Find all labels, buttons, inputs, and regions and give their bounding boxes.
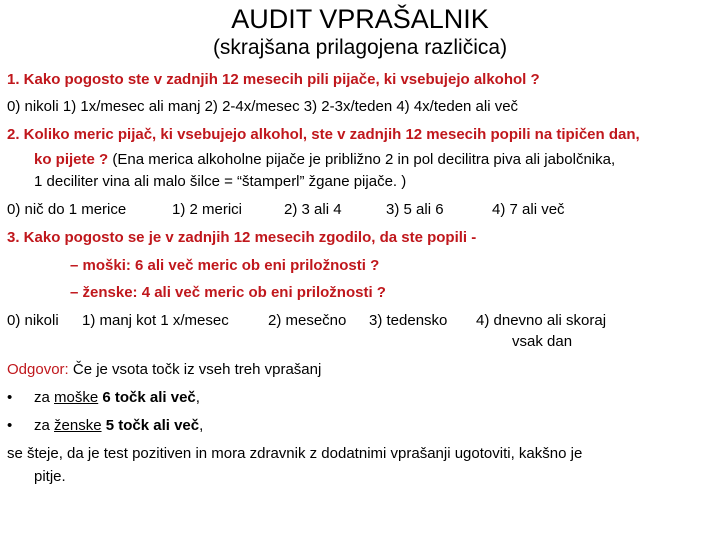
answer-intro-text: Če je vsota točk iz vseh treh vprašanj [68,361,322,378]
q2-option-3: 3) 5 ali 6 [386,201,444,218]
q3-option-2: 2) mesečno [268,312,347,329]
answer-conclusion-line-1: se šteje, da je test pozitiven in mora zdravnik z dodatnimi vprašanji ugotoviti, kakšno je [7,445,583,462]
question-2-line-1: 2. Koliko meric pijač, ki vsebujejo alkohol, ste v zadnjih 12 mesecih popili na tipičen dan, [7,126,640,143]
answer-conclusion-line-2: pitje. [34,468,66,485]
q2-option-4: 4) 7 ali več [492,201,565,218]
question-3-women: – ženske: 4 ali več meric ob eni priložnosti ? [70,284,386,301]
page-title: AUDIT VPRAŠALNIK [231,4,489,34]
men-threshold: 6 točk ali več [98,389,196,406]
answer-men [34,388,200,407]
bullet-men: • [7,389,13,406]
question-1-answers: 0) nikoli 1) 1x/mesec ali manj 2) 2-4x/mesec 3) 2-3x/teden 4) 4x/teden ali več [7,98,519,115]
men-prefix: za [34,389,55,406]
q3-option-1: 1) manj kot 1 x/mesec [82,312,229,329]
question-3: 3. Kako pogosto se je v zadnjih 12 mesecih zgodilo, da ste popili - [7,229,477,246]
men-suffix: , [195,389,200,406]
men-group: moške [54,389,99,406]
question-1: 1. Kako pogosto ste v zadnjih 12 mesecih pili pijače, ki vsebujejo alkohol ? [7,71,540,88]
answer-women [34,416,203,435]
question-2-bold: ko pijete ? [34,151,109,168]
question-3-men: – moški: 6 ali več meric ob eni priložnosti ? [70,257,380,274]
q2-option-2: 2) 3 ali 4 [284,201,342,218]
women-prefix: za [34,417,55,434]
question-2-line-2 [34,150,615,169]
q3-option-0: 0) nikoli [7,312,59,329]
answer-intro [7,360,321,379]
question-2-note: (Ena merica alkoholne pijače je približno 2 in pol decilitra piva ali jabolčnika, [108,151,616,168]
page-subtitle: (skrajšana prilagojena različica) [212,36,508,59]
q3-option-3: 3) tedensko [369,312,448,329]
answer-label: Odgovor: [7,361,69,378]
women-group: ženske [54,417,102,434]
q2-option-1: 1) 2 merici [172,201,243,218]
women-suffix: , [199,417,204,434]
q2-option-0: 0) nič do 1 merice [7,201,127,218]
q3-option-4-line-2: vsak dan [512,333,573,350]
bullet-women: • [7,417,13,434]
women-threshold: 5 točk ali več [101,417,200,434]
q3-option-4: 4) dnevno ali skoraj [476,312,607,329]
question-2-line-3: 1 deciliter vina ali malo šilce = “štamperl” žgane pijače. ) [34,173,407,190]
